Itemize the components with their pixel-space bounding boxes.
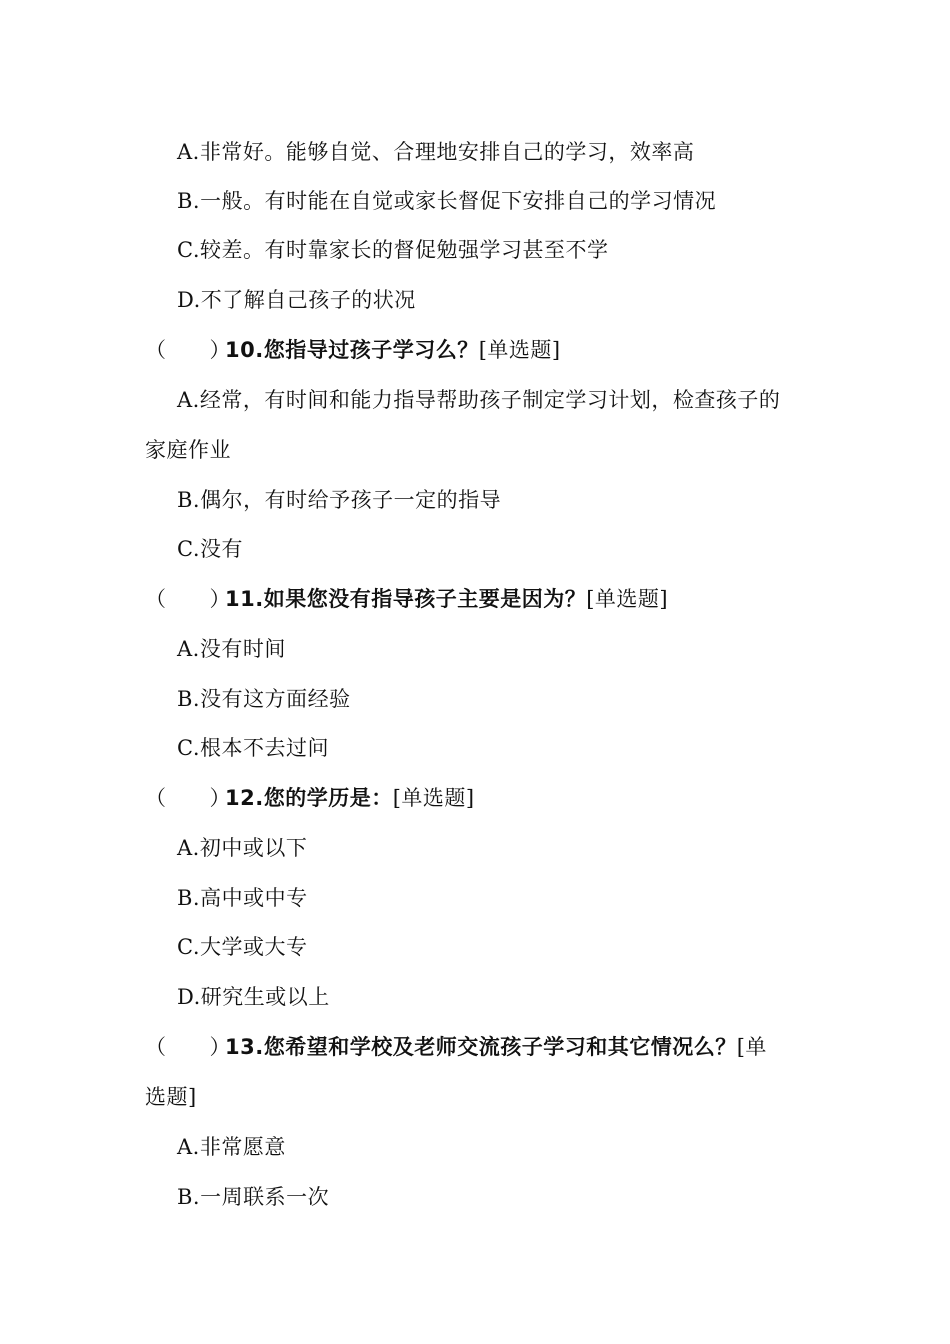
q9-option-b: B.一般。有时能在自觉或家长督促下安排自己的学习情况 (177, 189, 717, 213)
q9-option-d: D.不了解自己孩子的状况 (177, 288, 416, 312)
q12-type-tag: [单选题] (392, 786, 475, 810)
q9-option-c: C.较差。有时靠家长的督促勉强学习甚至不学 (177, 238, 609, 262)
q9-option-a: A.非常好。能够自觉、合理地安排自己的学习，效率高 (177, 140, 695, 164)
q10-type-tag: [单选题] (478, 338, 561, 362)
q13-option-a: A.非常愿意 (177, 1135, 286, 1159)
q12-question-text: 12.您的学历是： (225, 786, 393, 810)
q12-option-d: D.研究生或以上 (177, 985, 330, 1009)
q12-answer-blank: （ ） (145, 786, 231, 810)
q10-option-a-cont: 家庭作业 (145, 438, 231, 462)
q12-option-c: C.大学或大专 (177, 935, 308, 959)
q11-heading (145, 585, 668, 613)
q11-question-text: 11.如果您没有指导孩子主要是因为？ (225, 587, 587, 611)
q12-option-a: A.初中或以下 (177, 836, 308, 860)
q13-type-tag: [单 (736, 1035, 767, 1059)
q11-option-c: C.根本不去过问 (177, 736, 329, 760)
q13-question-text: 13.您希望和学校及老师交流孩子学习和其它情况么？ (225, 1035, 737, 1059)
q10-answer-blank: （ ） (145, 338, 231, 362)
q10-question-text: 10.您指导过孩子学习么？ (225, 338, 479, 362)
q13-heading (145, 1033, 767, 1061)
q11-type-tag: [单选题] (586, 587, 669, 611)
q12-heading (145, 784, 475, 812)
q11-option-a: A.没有时间 (177, 637, 286, 661)
q13-type-tag-cont: 选题] (145, 1085, 197, 1109)
q10-option-c: C.没有 (177, 537, 243, 561)
q13-option-b: B.一周联系一次 (177, 1185, 330, 1209)
q11-answer-blank: （ ） (145, 587, 231, 611)
q10-heading (145, 336, 561, 364)
q13-answer-blank: （ ） (145, 1035, 231, 1059)
q10-option-a: A.经常，有时间和能力指导帮助孩子制定学习计划，检查孩子的 (177, 388, 781, 412)
q10-option-b: B.偶尔，有时给予孩子一定的指导 (177, 488, 502, 512)
q12-option-b: B.高中或中专 (177, 886, 308, 910)
q11-option-b: B.没有这方面经验 (177, 687, 351, 711)
